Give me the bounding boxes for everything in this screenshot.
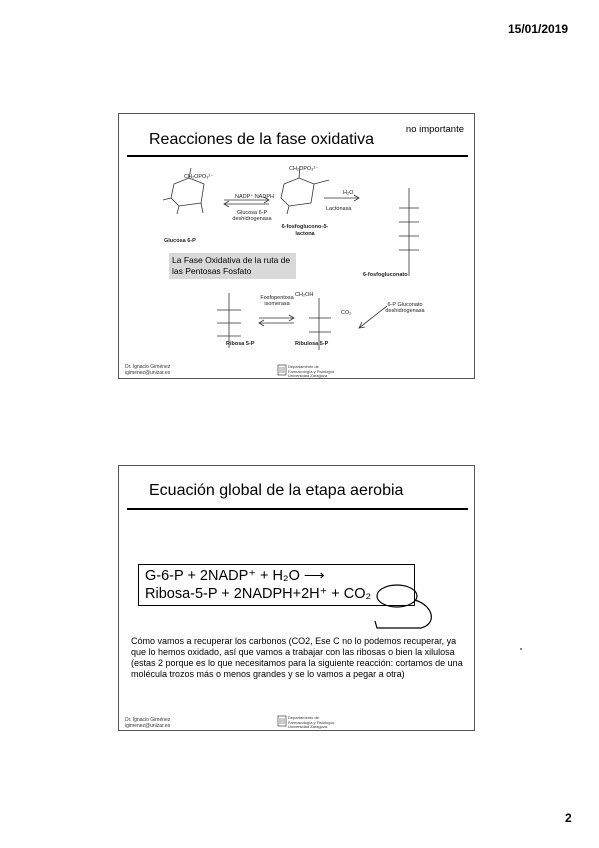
logo-line-1: Departamento de [288,715,319,720]
credit-email: igimenez@unizar.es [125,370,171,376]
logo-line-3: Universidad Zaragoza [288,724,328,729]
credit-email: igimenez@unizar.es [125,723,171,729]
university-crest-icon [277,715,287,727]
explanation-text: Cómo vamos a recuperar los carbonos (CO2, Ese C no lo podemos recuperar, ya que lo hemos oxidado, así que vamos a trabajar con las ribosas o bien la xilulosa (estas 2 porque es lo que necesitamos para la siguiente reacción: cortamos de una molécula trozos más o menos grandes y se lo vamos a pegar a otra) [131,636,463,679]
slide-title: Reacciones de la fase oxidativa [149,131,375,148]
label-nadp: NADP⁺ NADPH [235,194,274,200]
credit-name: Dr. Ignacio Giménez [125,364,171,370]
logo-line-2: Farmacología y Fisiología [288,368,334,374]
label-ribosa-5p: Ribosa 5-P [226,341,255,347]
slide-title: Ecuación global de la etapa aerobia [149,482,404,499]
slide-note: no importante [405,124,464,135]
label-gluconato-dh: 6-P Gluconato deshidrogenasa [385,302,425,314]
logo-line-2: Farmacología y Fisiología [288,719,334,725]
label-glucosa-6p: Glucosa 6-P [164,238,196,244]
label-fosfogluconato: 6-fosfogluconato [363,272,408,278]
credit-name: Dr. Ignacio Giménez [125,717,171,723]
logo-line-1: Departamento de [288,364,319,369]
title-rule [127,155,468,157]
label-g6p-dh: Glucosa 6-P deshidrogenasa [232,210,272,222]
slide-global-equation [118,465,475,731]
callout-note: La Fase Oxidativa de la ruta de las Pentosas Fosfato [169,253,296,279]
page-number: 2 [565,811,572,825]
slide-credit [125,717,170,729]
slide-oxidative-phase [118,113,475,379]
label-lactona: 6-fosfoglucono-δ-lactona [281,224,329,237]
header-date: 15/01/2019 [508,22,569,36]
equation-products: Ribosa-5-P + 2NADPH+2H⁺ + CO₂ [145,586,372,602]
label-ch2opo3-lactone: CH₂OPO₃²⁻ [289,166,319,172]
label-co2: CO₂ [341,310,352,316]
logo-line-3: Universidad Zaragoza [288,373,328,378]
co2-annotation [119,466,475,731]
stray-mark [520,648,522,650]
label-lactonasa: Lactonasa [326,206,352,212]
slide-credit [125,364,170,376]
label-ch2oh: CH₂OH [295,292,314,298]
university-crest-icon [277,364,287,376]
label-h2o: H₂O [343,190,354,196]
equation-reactants: G-6-P + 2NADP⁺ + H₂O ⟶ [145,568,325,584]
label-isomerasa: Fosfopentosa isomerasa [260,295,294,307]
label-ch2opo3: CH₂OPO₃²⁻ [184,174,214,180]
label-ribulosa-5p: Ribulosa 5-P [295,341,329,347]
